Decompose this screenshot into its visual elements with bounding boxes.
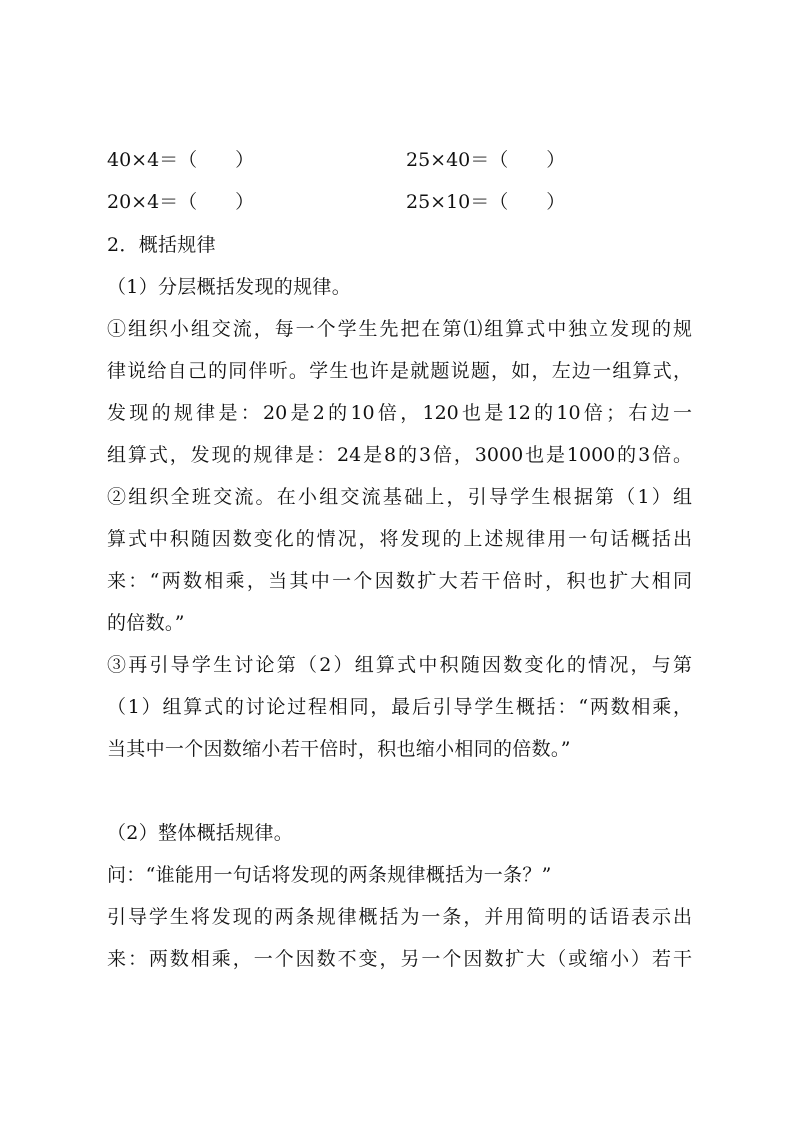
paragraph-2-line-2: 算式中积随因数变化的情况，将发现的上述规律用一句话概括出: [107, 528, 692, 550]
paragraph-3-line-2: （1）组算式的讨论过程相同，最后引导学生概括：“两数相乘，: [107, 696, 692, 718]
paragraph-1-line-2: 律说给自己的同伴听。学生也许是就题说题，如，左边一组算式，: [107, 360, 692, 382]
equation-2-right: 25×10＝（ ）: [406, 191, 566, 213]
paragraph-1-line-4: 组算式，发现的规律是：24是8的3倍，3000也是1000的3倍。: [107, 444, 692, 466]
equation-1-left: 40×4＝（ ）: [107, 149, 255, 171]
paragraph-1-line-1: ①组织小组交流，每一个学生先把在第⑴组算式中独立发现的规: [107, 318, 692, 340]
section-heading: 2．概括规律: [107, 234, 216, 256]
subsection-heading-2: （2）整体概括规律。: [107, 822, 294, 844]
question-line: 问：“谁能用一句话将发现的两条规律概括为一条？”: [107, 864, 552, 886]
paragraph-2-line-3: 来：“两数相乘，当其中一个因数扩大若干倍时，积也扩大相同: [107, 570, 692, 592]
equation-2-left: 20×4＝（ ）: [107, 191, 255, 213]
paragraph-2-line-4: 的倍数。”: [107, 612, 185, 634]
subsection-heading-1: （1）分层概括发现的规律。: [107, 276, 351, 298]
paragraph-2-line-1: ②组织全班交流。在小组交流基础上，引导学生根据第（1）组: [107, 486, 692, 508]
paragraph-4-line-1: 引导学生将发现的两条规律概括为一条，并用简明的话语表示出: [107, 906, 692, 928]
paragraph-3-line-1: ③再引导学生讨论第（2）组算式中积随因数变化的情况，与第: [107, 654, 692, 676]
paragraph-3-line-3: 当其中一个因数缩小若干倍时，积也缩小相同的倍数。”: [107, 738, 571, 760]
equation-1-right: 25×40＝（ ）: [406, 149, 566, 171]
paragraph-4-line-2: 来：两数相乘，一个因数不变，另一个因数扩大（或缩小）若干: [107, 948, 692, 970]
paragraph-1-line-3: 发现的规律是：20是2的10倍，120也是12的10倍；右边一: [107, 402, 692, 424]
